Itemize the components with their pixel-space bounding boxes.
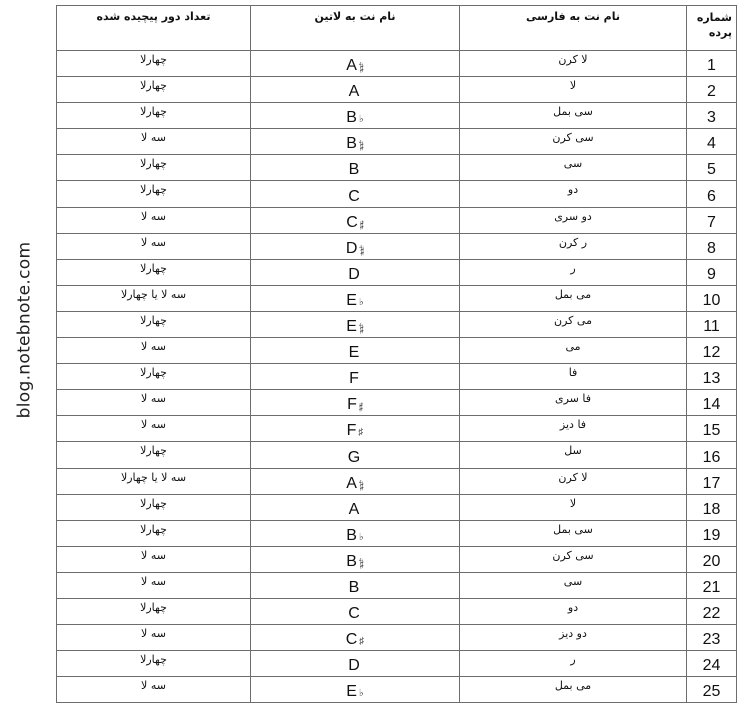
table-row (57, 311, 737, 337)
latin-name-cell (251, 468, 460, 494)
accidental-icon: 𝄲 (358, 323, 364, 335)
table-row (57, 51, 737, 77)
note-letter: D (348, 265, 360, 283)
fret-number-cell: 2 (687, 77, 737, 103)
persian-name-cell: سل (460, 442, 687, 468)
latin-name-cell (251, 442, 460, 468)
fret-number-cell: 22 (687, 598, 737, 624)
latin-name-cell (251, 651, 460, 677)
latin-name-cell (251, 338, 460, 364)
fret-number-cell: 25 (687, 677, 737, 703)
fret-number-cell: 15 (687, 416, 737, 442)
table-row (57, 572, 737, 598)
fret-number-cell: 12 (687, 338, 737, 364)
persian-name-cell: سی (460, 155, 687, 181)
persian-name-cell: دو سری (460, 207, 687, 233)
latin-name-cell (251, 155, 460, 181)
note-letter: G (347, 448, 361, 466)
turns-cell: سه لا (57, 390, 251, 416)
persian-name-cell: لا (460, 494, 687, 520)
latin-name-cell (251, 494, 460, 520)
latin-name-cell (251, 233, 460, 259)
persian-name-cell: دو (460, 181, 687, 207)
fret-number-cell: 16 (687, 442, 737, 468)
latin-name-cell (251, 285, 460, 311)
turns-cell: سه لا (57, 572, 251, 598)
persian-name-cell: لا کرن (460, 51, 687, 77)
accidental-icon: 𝄲 (359, 244, 365, 256)
persian-name-cell: سی کرن (460, 129, 687, 155)
latin-name-cell (251, 259, 460, 285)
table-body (57, 51, 737, 703)
turns-cell: چهارلا (57, 494, 251, 520)
turns-cell: چهارلا (57, 442, 251, 468)
persian-name-cell: فا (460, 364, 687, 390)
persian-name-cell: لا کرن (460, 468, 687, 494)
persian-name-cell: می (460, 338, 687, 364)
table-row (57, 520, 737, 546)
fret-number-cell: 6 (687, 181, 737, 207)
turns-cell: چهارلا (57, 103, 251, 129)
latin-name-cell (251, 625, 460, 651)
table-row (57, 677, 737, 703)
persian-name-cell: دو (460, 598, 687, 624)
accidental-icon: 𝄲 (358, 62, 364, 74)
table-row (57, 77, 737, 103)
fret-number-cell: 7 (687, 207, 737, 233)
turns-cell: چهارلا (57, 181, 251, 207)
note-letter: A (348, 500, 360, 518)
turns-cell: سه لا (57, 207, 251, 233)
fret-number-cell: 3 (687, 103, 737, 129)
note-letter: B (346, 552, 357, 570)
latin-name-cell (251, 677, 460, 703)
fret-number-cell: 21 (687, 572, 737, 598)
note-letter: D (345, 239, 358, 257)
fret-number-cell: 23 (687, 625, 737, 651)
turns-cell: سه لا (57, 677, 251, 703)
accidental-icon: 𝄲 (358, 479, 364, 491)
note-letter: F (349, 370, 359, 388)
table-row (57, 259, 737, 285)
table-row (57, 155, 737, 181)
turns-cell: سه لا (57, 625, 251, 651)
fret-number-cell: 24 (687, 651, 737, 677)
note-letter: A (346, 57, 357, 75)
note-letter: B (348, 578, 360, 596)
turns-cell: سه لا (57, 129, 251, 155)
persian-name-cell: سی (460, 572, 687, 598)
fret-number-cell: 10 (687, 285, 737, 311)
fret-number-cell: 20 (687, 546, 737, 572)
turns-cell: سه لا یا چهارلا (57, 468, 251, 494)
persian-name-cell: ر کرن (460, 233, 687, 259)
table-row (57, 129, 737, 155)
header-latin-name: نام نت به لاتین (251, 6, 460, 51)
table-row (57, 338, 737, 364)
accidental-icon: ♯ (358, 427, 364, 439)
note-letter: C (348, 605, 360, 623)
note-letter: A (346, 474, 357, 492)
table-row (57, 651, 737, 677)
fret-number-cell: 4 (687, 129, 737, 155)
turns-cell: سه لا (57, 546, 251, 572)
note-letter: F (346, 422, 357, 440)
turns-cell: چهارلا (57, 598, 251, 624)
latin-name-cell (251, 520, 460, 546)
fret-number-cell: 8 (687, 233, 737, 259)
persian-name-cell: می بمل (460, 677, 687, 703)
turns-cell: چهارلا (57, 77, 251, 103)
turns-cell: چهارلا (57, 51, 251, 77)
note-letter: D (348, 657, 360, 675)
table-row (57, 468, 737, 494)
latin-name-cell (251, 598, 460, 624)
persian-name-cell: فا دیز (460, 416, 687, 442)
table-row (57, 364, 737, 390)
accidental-icon: 𝄲 (358, 140, 364, 152)
table-row (57, 103, 737, 129)
latin-name-cell (251, 77, 460, 103)
persian-name-cell: دو دیز (460, 625, 687, 651)
turns-cell: چهارلا (57, 651, 251, 677)
note-letter: B (346, 526, 357, 544)
fret-number-cell: 19 (687, 520, 737, 546)
latin-name-cell (251, 572, 460, 598)
note-letter: E (346, 318, 357, 336)
note-letter: C (348, 187, 360, 205)
header-number: شماره پرده (687, 6, 737, 51)
persian-name-cell: لا (460, 77, 687, 103)
latin-name-cell (251, 390, 460, 416)
fret-number-cell: 18 (687, 494, 737, 520)
watermark-text: blog.notebnote.com (14, 241, 34, 419)
accidental-icon: ♭ (358, 688, 364, 700)
latin-name-cell (251, 51, 460, 77)
turns-cell: چهارلا (57, 364, 251, 390)
note-letter: A (348, 83, 360, 101)
fret-notes-table (56, 5, 737, 703)
persian-name-cell: سی بمل (460, 520, 687, 546)
persian-name-cell: سی کرن (460, 546, 687, 572)
table-row (57, 390, 737, 416)
table-row (57, 207, 737, 233)
turns-cell: سه لا (57, 416, 251, 442)
fret-number-cell: 1 (687, 51, 737, 77)
persian-name-cell: فا سری (460, 390, 687, 416)
header-row (57, 6, 737, 51)
persian-name-cell: ر (460, 259, 687, 285)
table-row (57, 625, 737, 651)
note-letter: B (346, 135, 357, 153)
latin-name-cell (251, 103, 460, 129)
fret-number-cell: 9 (687, 259, 737, 285)
table-row (57, 598, 737, 624)
turns-cell: سه لا (57, 233, 251, 259)
persian-name-cell: می کرن (460, 311, 687, 337)
accidental-icon: 𝄲 (358, 557, 364, 569)
fret-number-cell: 14 (687, 390, 737, 416)
note-letter: C (345, 631, 358, 649)
table-row (57, 494, 737, 520)
accidental-icon: 𝄰 (358, 401, 363, 413)
table-row (57, 181, 737, 207)
note-letter: E (346, 291, 357, 309)
table-row (57, 285, 737, 311)
accidental-icon: ♭ (358, 296, 364, 308)
watermark (12, 230, 36, 430)
header-persian-name: نام نت به فارسی (460, 6, 687, 51)
turns-cell: سه لا (57, 338, 251, 364)
turns-cell: سه لا یا چهارلا (57, 285, 251, 311)
note-letter: B (346, 109, 357, 127)
fret-number-cell: 11 (687, 311, 737, 337)
header-turns: تعداد دور پیچیده شده (57, 6, 251, 51)
turns-cell: چهارلا (57, 155, 251, 181)
table-row (57, 546, 737, 572)
latin-name-cell (251, 311, 460, 337)
turns-cell: چهارلا (57, 520, 251, 546)
note-letter: B (348, 161, 360, 179)
persian-name-cell: سی بمل (460, 103, 687, 129)
latin-name-cell (251, 181, 460, 207)
accidental-icon: 𝄰 (359, 218, 364, 230)
note-letter: F (347, 396, 357, 414)
note-letter: E (348, 344, 360, 362)
table-row (57, 442, 737, 468)
table-row (57, 416, 737, 442)
fret-number-cell: 17 (687, 468, 737, 494)
accidental-icon: ♯ (359, 636, 365, 648)
turns-cell: چهارلا (57, 311, 251, 337)
latin-name-cell (251, 129, 460, 155)
fret-number-cell: 13 (687, 364, 737, 390)
turns-cell: چهارلا (57, 259, 251, 285)
fret-number-cell: 5 (687, 155, 737, 181)
note-letter: C (346, 213, 358, 231)
table-row (57, 233, 737, 259)
note-letter: E (346, 683, 357, 701)
persian-name-cell: ر (460, 651, 687, 677)
accidental-icon: ♭ (358, 114, 364, 126)
latin-name-cell (251, 207, 460, 233)
latin-name-cell (251, 364, 460, 390)
latin-name-cell (251, 546, 460, 572)
accidental-icon: ♭ (358, 531, 364, 543)
persian-name-cell: می بمل (460, 285, 687, 311)
latin-name-cell (251, 416, 460, 442)
